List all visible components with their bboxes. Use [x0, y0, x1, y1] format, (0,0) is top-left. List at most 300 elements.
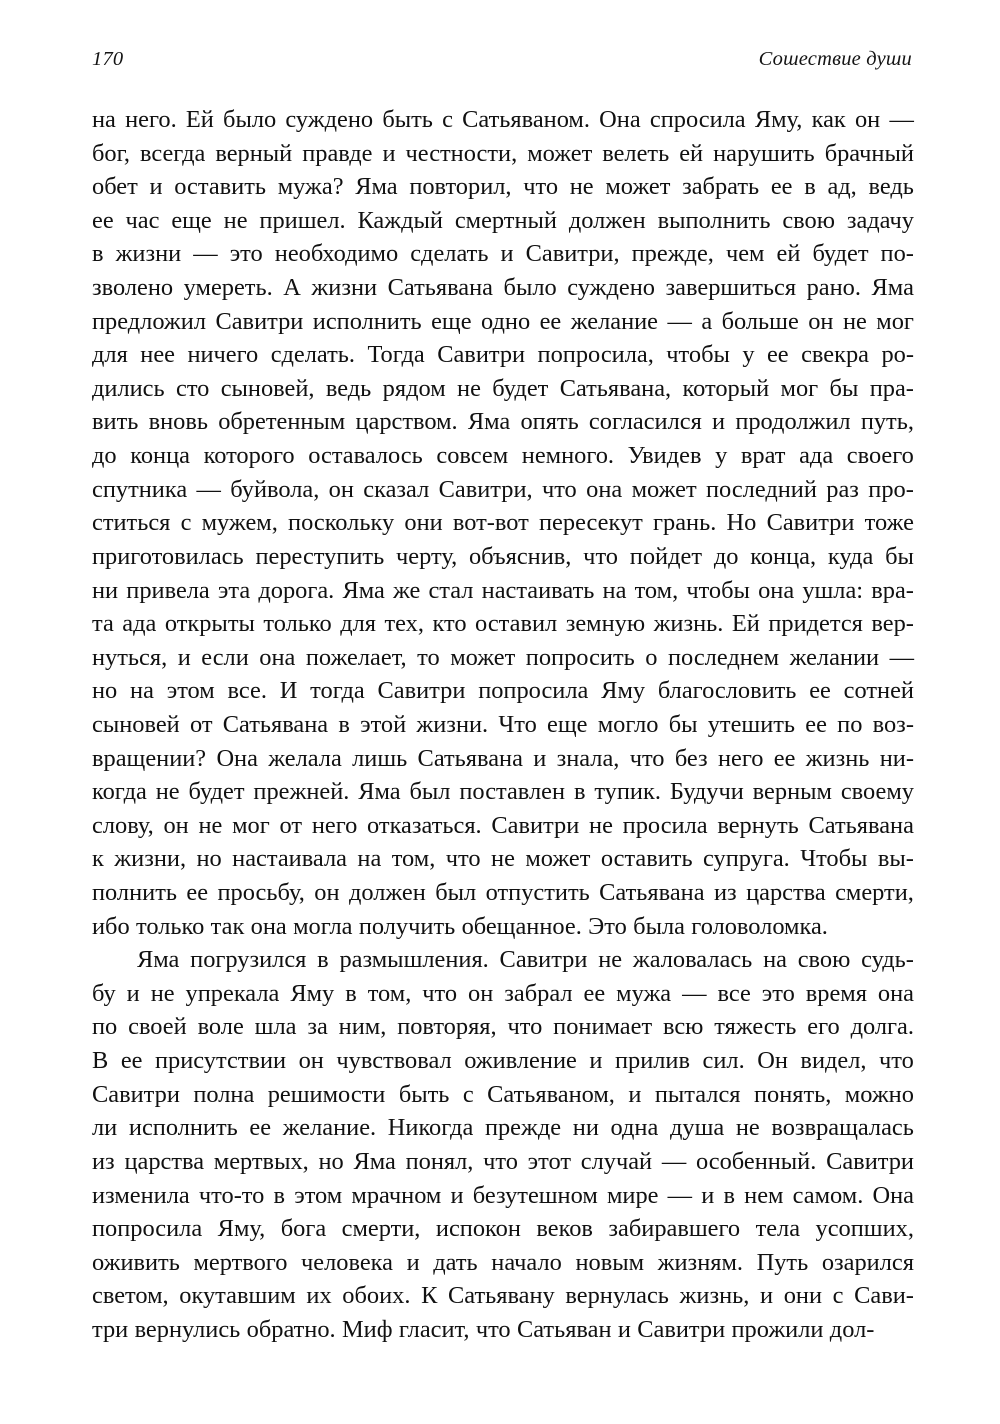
word: бы: [829, 374, 859, 402]
text-line: [92, 103, 914, 137]
word: пересекут: [539, 509, 643, 537]
word: Савитри: [92, 1080, 180, 1108]
word: и: [760, 1282, 774, 1310]
word: и: [712, 408, 726, 436]
word: и: [149, 173, 163, 201]
word: продолжил: [735, 408, 851, 436]
word: исполнить: [312, 307, 422, 335]
word: по: [837, 710, 863, 738]
word: самом.: [792, 1181, 864, 1209]
text-line: [92, 271, 914, 305]
word: он: [298, 1047, 324, 1075]
word: воз-: [872, 710, 914, 738]
word: Савитри: [499, 946, 588, 974]
word: Чтобы: [800, 845, 868, 873]
word: на: [92, 106, 116, 133]
word: ли: [92, 1114, 118, 1142]
word: сделать: [410, 240, 489, 268]
word: и: [406, 1248, 420, 1276]
word: ее: [186, 879, 209, 907]
word: она: [250, 912, 287, 940]
word: что: [541, 475, 577, 503]
word: время: [805, 979, 867, 1007]
text-line: [92, 1246, 914, 1280]
word: ей: [679, 139, 704, 167]
word: оставалось: [308, 442, 423, 470]
word: не: [457, 374, 481, 402]
word: Савитри: [215, 307, 304, 335]
word: прежней.: [253, 778, 350, 806]
word: него.: [125, 106, 177, 133]
text-line: [92, 809, 914, 843]
word: ведь: [325, 374, 372, 402]
word: дорога.: [258, 576, 335, 604]
word: сделать.: [270, 341, 355, 369]
word: раз: [826, 475, 859, 503]
word: обоих.: [342, 1282, 411, 1310]
word: в: [345, 979, 357, 1007]
word: Савитри,: [525, 240, 620, 268]
word: Будучи: [669, 778, 744, 806]
text-line: [92, 473, 914, 507]
word: был: [409, 778, 451, 806]
text-line: [92, 204, 914, 238]
text-line: [92, 1212, 914, 1246]
word: ро-: [881, 341, 914, 369]
word: мужа: [616, 979, 672, 1007]
word: он: [468, 979, 494, 1007]
word: он: [163, 811, 189, 839]
word: начало: [491, 1248, 562, 1276]
paragraph: [92, 943, 914, 1346]
word: Сатьявана,: [559, 374, 672, 402]
word: что: [422, 979, 458, 1007]
word: супруга.: [703, 845, 790, 873]
word: погрузился: [190, 946, 307, 974]
word: Яму,: [754, 106, 803, 133]
word: —: [682, 979, 707, 1007]
word: мертвого: [193, 1248, 288, 1276]
word: мог: [780, 374, 819, 402]
word: честности,: [405, 139, 518, 167]
word: попросить: [525, 643, 635, 671]
word: не: [198, 811, 223, 839]
word: если: [201, 643, 249, 671]
word: попросила,: [537, 341, 654, 369]
word: светом,: [92, 1282, 169, 1310]
word: оставил: [475, 610, 558, 638]
word: Яма: [137, 946, 180, 974]
word: земную: [565, 610, 646, 638]
word: пойдет: [629, 542, 702, 570]
word: этой: [360, 710, 407, 738]
word: час: [125, 206, 160, 234]
text-line: [92, 137, 914, 171]
word: своему: [840, 778, 914, 806]
word: к: [92, 845, 104, 873]
word: него: [311, 811, 358, 839]
word: Увидев: [627, 442, 702, 470]
word: Яма: [355, 173, 398, 201]
word: дол-: [829, 1315, 875, 1343]
word: ни: [92, 576, 119, 604]
word: ад,: [827, 173, 857, 201]
word: чтобы: [686, 576, 750, 604]
word: него: [717, 744, 764, 772]
text-line: [92, 338, 914, 372]
word: не: [491, 845, 515, 873]
word: лишь: [352, 744, 408, 772]
word: от: [279, 811, 303, 839]
word: не: [150, 979, 175, 1007]
word: тела: [755, 1215, 801, 1243]
word: одна: [610, 1114, 659, 1142]
word: задачу: [846, 206, 914, 234]
word: конца,: [750, 542, 817, 570]
word: смертный: [454, 206, 557, 234]
word: ее: [583, 979, 606, 1007]
text-line: [92, 674, 914, 708]
word: озарился: [821, 1248, 914, 1276]
word: прилив: [614, 1047, 690, 1075]
word: врат: [740, 442, 786, 470]
word: Ей: [731, 610, 760, 638]
word: у: [715, 442, 728, 470]
word: ни: [572, 1114, 599, 1142]
word: своей: [128, 1013, 187, 1041]
word: бу: [92, 979, 116, 1007]
word: с: [832, 1282, 844, 1310]
word: понял,: [405, 1147, 474, 1175]
word: свекра: [801, 341, 869, 369]
word: и: [177, 643, 191, 671]
word: чувствовал: [336, 1047, 452, 1075]
word: В: [92, 1047, 109, 1075]
word: быть: [382, 106, 433, 133]
word: обретенным: [218, 408, 346, 436]
word: ее: [766, 341, 789, 369]
word: Каждый: [357, 206, 443, 234]
word: повторил,: [409, 173, 512, 201]
word: суждено: [567, 274, 655, 302]
word: не: [223, 206, 248, 234]
word: дились: [92, 374, 165, 402]
word: была: [633, 912, 685, 940]
word: было: [223, 106, 277, 133]
word: может: [525, 845, 591, 873]
word: умереть.: [183, 274, 273, 302]
word: было: [503, 274, 557, 302]
word: Она: [216, 744, 258, 772]
word: пытался: [654, 1080, 741, 1108]
word: получить: [358, 912, 456, 940]
word: чем: [725, 240, 765, 268]
word: человека: [301, 1248, 393, 1276]
word: Она: [872, 1181, 914, 1209]
word: судь-: [861, 946, 914, 974]
word: нуться,: [92, 643, 168, 671]
word: без: [674, 744, 708, 772]
word: Яма: [353, 1147, 396, 1175]
word: Савитри: [491, 811, 580, 839]
word: кто: [432, 610, 467, 638]
word: которого: [203, 442, 295, 470]
word: мире: [606, 1181, 659, 1209]
word: решимости: [267, 1080, 386, 1108]
word: для: [92, 341, 128, 369]
word: Савитри: [377, 677, 466, 705]
word: только: [263, 610, 332, 638]
word: поставлен: [459, 778, 566, 806]
word: ее: [120, 1047, 143, 1075]
word: нарушить: [713, 139, 815, 167]
word: желание.: [282, 1114, 377, 1142]
word: от: [189, 710, 213, 738]
word: Сатьявана: [808, 811, 914, 839]
word: ее: [805, 710, 827, 738]
word: чтобы: [666, 341, 730, 369]
word: сказал: [363, 475, 430, 503]
word: Яму,: [217, 1215, 266, 1243]
word: его: [807, 1013, 840, 1041]
word: свою: [797, 946, 851, 974]
text-line: [92, 641, 914, 675]
word: вращении?: [92, 744, 207, 772]
word: Сави-: [854, 1282, 914, 1310]
word: они: [783, 1282, 823, 1310]
word: стал: [428, 576, 474, 604]
word: Сатьявана: [417, 744, 523, 772]
word: в: [804, 173, 816, 201]
word: приготовилась: [92, 542, 244, 570]
word: вернулись: [134, 1315, 241, 1343]
word: Миф: [342, 1315, 393, 1343]
word: свою: [782, 206, 835, 234]
word: этом: [294, 1181, 343, 1209]
word: настаивать: [481, 576, 595, 604]
word: за: [307, 1013, 328, 1041]
word: ушла:: [802, 576, 864, 604]
text-line: [92, 1010, 914, 1044]
word: куда: [827, 542, 874, 570]
word: он: [328, 475, 354, 503]
word: желание: [570, 307, 659, 335]
word: полнить: [92, 879, 177, 907]
word: Она: [599, 106, 641, 133]
page-number: 170: [92, 48, 124, 70]
word: в: [573, 778, 586, 806]
word: но: [92, 677, 118, 705]
word: могло: [597, 710, 659, 738]
word: а: [701, 307, 713, 335]
word: полна: [193, 1080, 255, 1108]
word: в: [723, 1181, 735, 1209]
word: бы: [885, 542, 914, 570]
word: желании: [789, 643, 880, 671]
word: ее: [770, 173, 793, 201]
word: упрекала: [185, 979, 280, 1007]
word: что: [475, 1315, 511, 1343]
word: Сатьявану: [448, 1282, 555, 1310]
word: Это: [588, 912, 627, 940]
word: как: [811, 106, 846, 133]
word: та: [92, 610, 114, 638]
word: мужем,: [201, 509, 278, 537]
word: нем: [744, 1181, 784, 1209]
word: их: [306, 1282, 332, 1310]
word: оживить: [92, 1248, 180, 1276]
word: тоже: [864, 509, 914, 537]
word: предложил: [92, 307, 206, 335]
word: еще: [547, 710, 588, 738]
word: и: [450, 1181, 464, 1209]
text-line: [92, 540, 914, 574]
word: этот: [527, 1147, 572, 1175]
text-line: [92, 1145, 914, 1179]
word: испокон: [435, 1215, 521, 1243]
word: —: [667, 1181, 693, 1209]
text-line: [92, 1111, 914, 1145]
word: смерти,: [835, 879, 914, 907]
word: веков: [536, 1215, 593, 1243]
word: по-: [880, 240, 914, 268]
word: по: [92, 1013, 118, 1041]
word: К: [421, 1282, 438, 1310]
word: бы: [668, 710, 698, 738]
word: и: [533, 744, 547, 772]
word: Яма: [358, 778, 401, 806]
word: —: [193, 240, 218, 268]
text-line: [92, 237, 914, 271]
word: окутавшим: [179, 1282, 296, 1310]
text-line: [92, 305, 914, 339]
word: видел,: [800, 1047, 867, 1075]
word: не: [735, 1114, 760, 1142]
text-line: [92, 1279, 914, 1313]
word: попросила: [478, 677, 589, 705]
word: до: [713, 542, 739, 570]
word: царством.: [355, 408, 458, 436]
word: что: [629, 744, 665, 772]
word: она: [877, 979, 914, 1007]
word: с: [462, 1080, 474, 1108]
word: должен: [348, 879, 426, 907]
word: ибо: [92, 912, 130, 940]
word: сто: [176, 374, 210, 402]
word: жаловалась: [632, 946, 753, 974]
word: Сатьявана: [387, 274, 493, 302]
word: необходимо: [274, 240, 399, 268]
word: ним,: [338, 1013, 387, 1041]
word: оставить: [600, 845, 693, 873]
word: Савитри: [637, 1315, 726, 1343]
word: жизни: [115, 240, 182, 268]
word: привела: [126, 576, 210, 604]
word: в: [338, 710, 350, 738]
word: он: [314, 879, 340, 907]
word: объяснив,: [468, 542, 572, 570]
word: головоломка.: [691, 912, 828, 940]
word: безутешном: [472, 1181, 598, 1209]
word: Сатьявана: [599, 879, 705, 907]
word: душа: [669, 1114, 725, 1142]
word: Савитри,: [438, 475, 533, 503]
word: сыновей: [92, 710, 180, 738]
text-line: [92, 170, 914, 204]
word: Сатьяваном,: [487, 1080, 615, 1108]
word: три: [92, 1315, 129, 1343]
word: она: [586, 475, 623, 503]
text-line: [92, 708, 914, 742]
word: мог: [232, 811, 270, 839]
word: смерти,: [341, 1215, 421, 1243]
word: и: [126, 979, 140, 1007]
word: отказаться.: [367, 811, 482, 839]
word: мрачном: [351, 1181, 442, 1209]
word: отпустить: [485, 879, 590, 907]
text-line: [92, 977, 914, 1011]
word: больше: [721, 307, 799, 335]
word: на: [763, 946, 787, 974]
word: этом: [166, 677, 215, 705]
word: черту,: [396, 542, 458, 570]
word: оставить: [174, 173, 267, 201]
word: вить: [92, 408, 139, 436]
word: А: [283, 274, 301, 302]
text-line: [92, 405, 914, 439]
word: воле: [197, 1013, 244, 1041]
word: пожелает,: [305, 643, 407, 671]
word: присутствии: [155, 1047, 287, 1075]
word: тогда: [310, 677, 365, 705]
word: ститься: [92, 509, 171, 537]
word: —: [196, 475, 221, 503]
paragraph: [92, 103, 914, 943]
word: должен: [568, 206, 646, 234]
word: суждено: [285, 106, 374, 133]
word: он: [808, 307, 834, 335]
running-head: [92, 48, 912, 78]
word: то: [417, 643, 440, 671]
word: для: [340, 610, 376, 638]
word: все.: [227, 677, 267, 705]
word: не: [598, 946, 623, 974]
word: про-: [868, 475, 914, 503]
word: и: [382, 139, 396, 167]
word: —: [889, 106, 914, 133]
word: Сатьявана: [222, 710, 329, 738]
word: правде: [302, 139, 373, 167]
word: Ей: [185, 106, 214, 133]
word: рядом: [382, 374, 446, 402]
word: мужа?: [277, 173, 344, 201]
word: не: [842, 307, 867, 335]
word: Яма: [871, 274, 914, 302]
text-line: [92, 1044, 914, 1078]
word: ада: [799, 442, 834, 470]
word: Яму: [601, 677, 646, 705]
word: И: [279, 677, 298, 705]
word: повторяя,: [397, 1013, 497, 1041]
word: что-то: [198, 1181, 265, 1209]
word: в: [317, 946, 329, 974]
word: тупик.: [594, 778, 661, 806]
word: Сатьяван: [516, 1315, 612, 1343]
word: жизням.: [657, 1248, 743, 1276]
word: забрал: [504, 979, 573, 1007]
word: Савитри: [826, 1147, 914, 1175]
word: все: [717, 979, 751, 1007]
